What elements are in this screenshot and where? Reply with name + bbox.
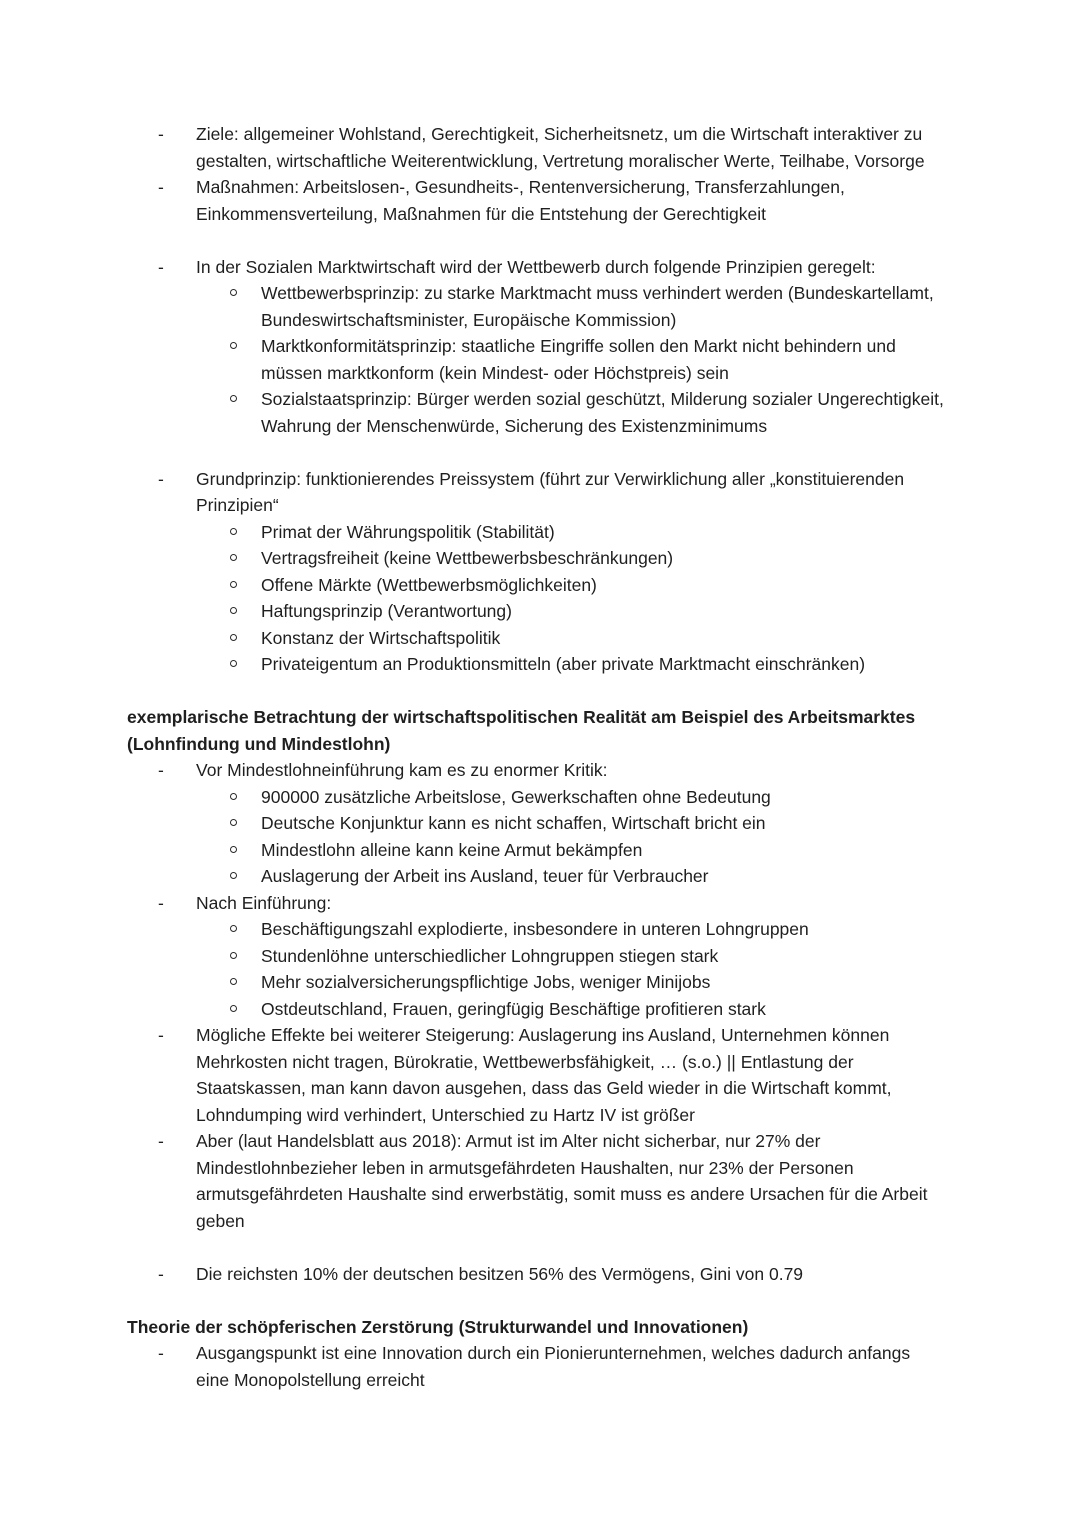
section-heading: exemplarische Betrachtung der wirtschaftspolitischen Realität am Beispiel des Arbeitsmarktes (Lohnfindung und Mindestlohn) (127, 707, 916, 754)
circle-bullet-icon (230, 819, 237, 826)
bullet-text: Aber (laut Handelsblatt aus 2018): Armut ist im Alter nicht sicherbar, nur 27% der Mindestlohnbezieher leben in armutsgefährdeten Haushalten, nur 23% der Personen armutsgefährdeten Haushalte sind erwerbstätig, somit muss es andere Ursachen für die Arbeit geben (196, 1131, 928, 1231)
bullet-item (127, 466, 947, 519)
dash-bullet-marker: - (158, 1025, 164, 1045)
sub-bullet-item (127, 996, 947, 1023)
bullet-text: Primat der Währungspolitik (Stabilität) (261, 521, 555, 542)
bullet-text: Haftungsprinzip (Verantwortung) (261, 601, 512, 621)
bullet-text: Grundprinzip: funktionierendes Preissystem (führt zur Verwirklichung aller „konstituierenden Prinzipien“ (196, 468, 905, 515)
dash-bullet-marker: - (158, 892, 164, 913)
bullet-text: Ziele: allgemeiner Wohlstand, Gerechtigkeit, Sicherheitsnetz, um die Wirtschaft interaktiver zu gestalten, wirtschaftliche Weiterentwicklung, Vertretung moralischer Werte, Teilhabe, Vorsorge (196, 124, 925, 171)
circle-bullet-icon (230, 846, 237, 853)
bullet-item (127, 254, 947, 281)
bullet-item (127, 890, 947, 917)
circle-bullet-marker (229, 810, 261, 837)
bullet-item (127, 1261, 947, 1288)
circle-bullet-icon (230, 872, 237, 879)
bullet-text: Konstanz der Wirtschaftspolitik (261, 627, 501, 648)
sub-bullet-item (127, 784, 947, 811)
circle-bullet-marker (229, 625, 261, 652)
circle-bullet-marker (229, 996, 261, 1023)
bullet-text: Vor Mindestlohneinführung kam es zu enormer Kritik: (196, 760, 608, 780)
circle-bullet-icon (230, 793, 237, 800)
dash-bullet-marker: - (158, 1131, 164, 1151)
bullet-text: Sozialstaatsprinzip: Bürger werden sozial geschützt, Milderung sozialer Ungerechtigkeit, Wahrung der Menschenwürde, Sicherung des Existenzminimums (261, 389, 944, 436)
bullet-item (127, 174, 947, 227)
sub-bullet-item (127, 863, 947, 890)
bullet-text: Offene Märkte (Wettbewerbsmöglichkeiten) (261, 574, 597, 595)
sub-bullet-item (127, 969, 947, 996)
circle-bullet-marker (229, 386, 261, 439)
bullet-text: Beschäftigungszahl explodierte, insbesondere in unteren Lohngruppen (261, 919, 809, 939)
circle-bullet-marker (229, 545, 261, 572)
circle-bullet-icon (230, 978, 237, 985)
circle-bullet-icon (230, 554, 237, 561)
circle-bullet-marker (229, 333, 261, 386)
circle-bullet-icon (230, 1005, 237, 1012)
circle-bullet-marker (229, 519, 261, 546)
circle-bullet-icon (230, 289, 237, 296)
bullet-item (127, 1340, 947, 1393)
bullet-item (127, 1128, 947, 1234)
blank-line (127, 1287, 947, 1314)
bullet-text: Marktkonformitätsprinzip: staatliche Eingriffe sollen den Markt nicht behindern und müssen marktkonform (kein Mindest- oder Höchstpreis) sein (261, 336, 896, 383)
sub-bullet-item (127, 916, 947, 943)
circle-bullet-icon (230, 952, 237, 959)
circle-bullet-icon (230, 660, 237, 667)
circle-bullet-icon (230, 634, 237, 641)
blank-line (127, 678, 947, 705)
dash-bullet-marker: - (158, 256, 164, 277)
bullet-text: Ostdeutschland, Frauen, geringfügig Beschäftige profitieren stark (261, 998, 766, 1019)
bullet-text: Die reichsten 10% der deutschen besitzen 56% des Vermögens, Gini von 0.79 (196, 1263, 804, 1284)
sub-bullet-item (127, 943, 947, 970)
dash-bullet-marker: - (158, 468, 164, 489)
circle-bullet-icon (230, 581, 237, 588)
dash-bullet-marker: - (158, 177, 164, 197)
dash-bullet-marker: - (158, 760, 164, 780)
sub-bullet-item (127, 280, 947, 333)
circle-bullet-marker (229, 572, 261, 599)
circle-bullet-marker (229, 280, 261, 333)
bullet-text: Mindestlohn alleine kann keine Armut bekämpfen (261, 839, 643, 860)
blank-line (127, 439, 947, 466)
bullet-text: Privateigentum an Produktionsmitteln (aber private Marktmacht einschränken) (261, 654, 866, 674)
circle-bullet-marker (229, 651, 261, 678)
circle-bullet-marker (229, 863, 261, 890)
blank-line (127, 227, 947, 254)
document-body (127, 121, 947, 1393)
sub-bullet-item (127, 625, 947, 652)
sub-bullet-item (127, 810, 947, 837)
bullet-text: Mehr sozialversicherungspflichtige Jobs, weniger Minijobs (261, 972, 711, 992)
bullet-text: Mögliche Effekte bei weiterer Steigerung: Auslagerung ins Ausland, Unternehmen können Mehrkosten nicht tragen, Bürokratie, Wettbewerbsfähigkeit, … (s.o.) || Entlastung der Staatskassen, man kann davon ausgehen, dass das Geld wieder in die Wirtschaft kommt, Lohndumping wird verhindert, Unterschied zu Hartz IV ist größer (196, 1025, 892, 1125)
bullet-text: Ausgangspunkt ist eine Innovation durch ein Pionierunternehmen, welches dadurch anfangs eine Monopolstellung erreicht (196, 1343, 911, 1390)
circle-bullet-icon (230, 607, 237, 614)
sub-bullet-item (127, 598, 947, 625)
circle-bullet-icon (230, 528, 237, 535)
bullet-text: Vertragsfreiheit (keine Wettbewerbsbeschränkungen) (261, 548, 674, 568)
sub-bullet-item (127, 519, 947, 546)
sub-bullet-item (127, 545, 947, 572)
sub-bullet-item (127, 837, 947, 864)
sub-bullet-item (127, 651, 947, 678)
circle-bullet-marker (229, 943, 261, 970)
bullet-text: Nach Einführung: (196, 892, 332, 913)
circle-bullet-icon (230, 342, 237, 349)
sub-bullet-item (127, 386, 947, 439)
bullet-text: In der Sozialen Marktwirtschaft wird der Wettbewerb durch folgende Prinzipien geregelt: (196, 256, 876, 277)
dash-bullet-marker: - (158, 1263, 164, 1284)
dash-bullet-marker: - (158, 124, 164, 144)
blank-line (127, 1234, 947, 1261)
circle-bullet-icon (230, 395, 237, 402)
circle-bullet-marker (229, 916, 261, 943)
bullet-item (127, 121, 947, 174)
bullet-item (127, 1022, 947, 1128)
bullet-item (127, 757, 947, 784)
bullet-text: Wettbewerbsprinzip: zu starke Marktmacht muss verhindert werden (Bundeskartellamt, Bundeswirtschaftsminister, Europäische Kommission) (261, 283, 934, 330)
circle-bullet-marker (229, 837, 261, 864)
bullet-text: Deutsche Konjunktur kann es nicht schaffen, Wirtschaft bricht ein (261, 813, 766, 833)
dash-bullet-marker: - (158, 1343, 164, 1363)
bullet-text: Auslagerung der Arbeit ins Ausland, teuer für Verbraucher (261, 866, 709, 886)
circle-bullet-icon (230, 925, 237, 932)
sub-bullet-item (127, 333, 947, 386)
bullet-text: Stundenlöhne unterschiedlicher Lohngruppen stiegen stark (261, 945, 719, 966)
circle-bullet-marker (229, 784, 261, 811)
circle-bullet-marker (229, 969, 261, 996)
bullet-text: 900000 zusätzliche Arbeitslose, Gewerkschaften ohne Bedeutung (261, 786, 771, 807)
circle-bullet-marker (229, 598, 261, 625)
sub-bullet-item (127, 572, 947, 599)
section-heading: Theorie der schöpferischen Zerstörung (Strukturwandel und Innovationen) (127, 1316, 749, 1337)
bullet-text: Maßnahmen: Arbeitslosen-, Gesundheits-, Rentenversicherung, Transferzahlungen, Einkommensverteilung, Maßnahmen für die Entstehung der Gerechtigkeit (196, 177, 845, 224)
